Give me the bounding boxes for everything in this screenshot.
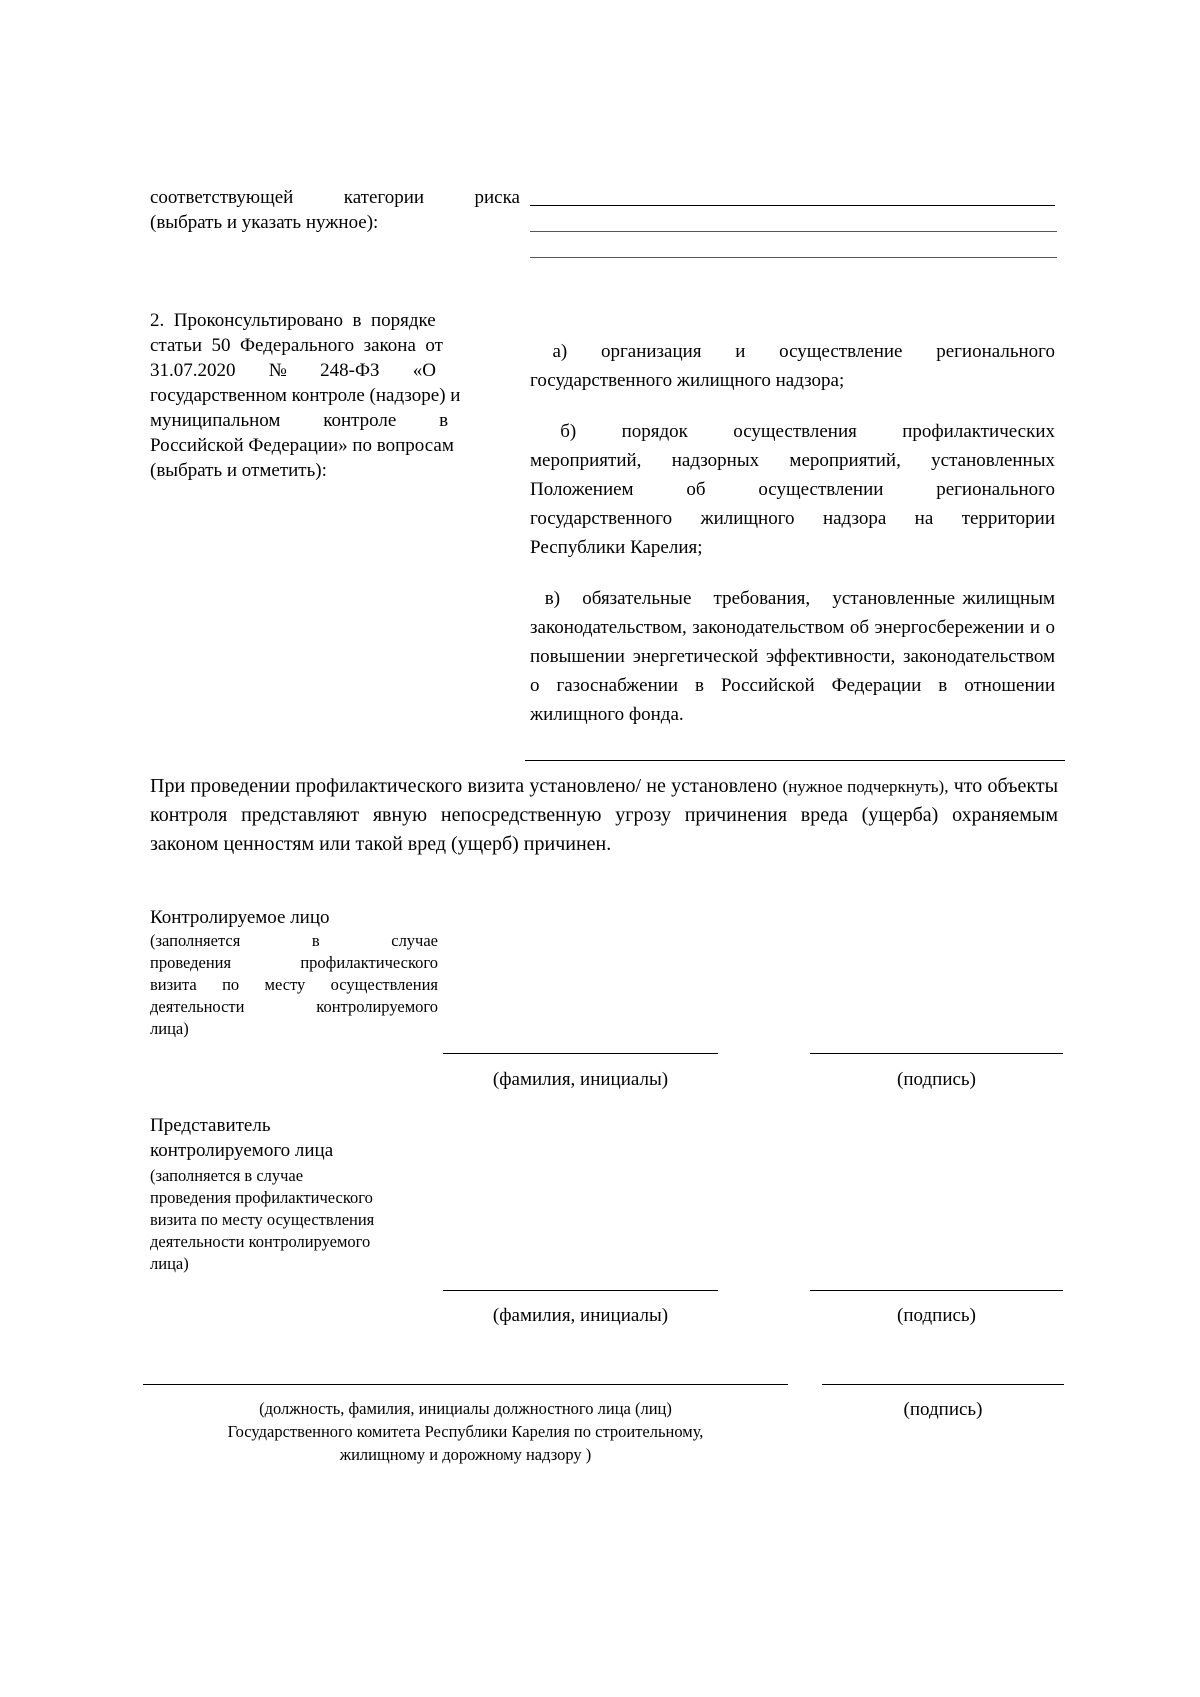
official-caption-line: жилищному и дорожному надзору ) [339,1445,592,1464]
controlled-note-line: проведения профилактического [150,953,438,972]
official-signature-line[interactable] [822,1384,1064,1385]
underline-note: (нужное подчеркнуть), [782,777,949,796]
controlled-note-line: деятельности контролируемого [150,997,438,1016]
consultation-label-line: государственном контроле (надзоре) и [150,385,461,406]
representative-title [150,1113,333,1163]
visit-statement [150,772,1058,859]
official-caption-line: Государственного комитета Республики Карелия по строительному, [227,1422,704,1441]
controlled-note-line: визита по месту осуществления [150,975,438,994]
representative-signature-caption: (подпись) [897,1305,976,1326]
risk-category-line: соответствующей категории риска [150,187,520,208]
representative-signature-line[interactable] [810,1290,1063,1291]
official-signature-caption: (подпись) [903,1399,983,1420]
option-b-text: б) порядок осуществления профилактических мероприятий, надзорных мероприятий, установленных Положением об осуществлении регионального государственного жилищного надзора на территории Республики Карелия; [530,421,1060,558]
controlled-signature-caption: (подпись) [897,1069,976,1090]
consultation-label-line: (выбрать и отметить): [150,460,327,481]
consultation-label-line: 2. Проконсультировано в порядке [150,310,436,331]
official-position-line[interactable] [143,1384,788,1385]
controlled-note-line: лица) [150,1019,189,1038]
option-a-text: а) организация и осуществление регионального государственного жилищного надзора; [530,341,1060,391]
risk-category-line-2[interactable] [530,231,1057,232]
representative-note-line: (заполняется в случае [150,1166,304,1185]
official-caption [143,1397,788,1466]
consultation-label [150,308,520,483]
consultation-label-line: статьи 50 Федерального закона от [150,335,443,356]
controlled-person-title: Контролируемое лицо [150,907,330,928]
consultation-separator-line [525,760,1065,761]
representative-title-line: Представитель [150,1115,271,1136]
risk-category-instruction: (выбрать и указать нужное): [150,212,379,233]
controlled-note-line: (заполняется в случае [150,931,438,950]
consultation-option-a[interactable] [530,308,1060,395]
consultation-label-line: муниципальном контроле в [150,410,449,431]
consultation-label-line: 31.07.2020 № 248-ФЗ «О [150,360,436,381]
risk-category-line-1[interactable] [530,205,1055,206]
representative-note-line: визита по месту осуществления [150,1210,375,1229]
risk-category-line-3[interactable] [530,257,1057,258]
representative-title-line: контролируемого лица [150,1140,334,1161]
visit-statement-start: При проведении профилактического визита установлено/ не установлено [150,775,778,797]
controlled-name-caption: (фамилия, инициалы) [492,1069,669,1090]
risk-category-label [150,185,520,235]
representative-name-caption: (фамилия, инициалы) [492,1305,669,1326]
official-caption-line: (должность, фамилия, инициалы должностного лица (лиц) [259,1399,672,1418]
consultation-option-v[interactable] [530,555,1060,729]
controlled-signature-line[interactable] [810,1053,1063,1054]
consultation-option-b[interactable] [530,388,1060,562]
representative-note [150,1165,450,1275]
controlled-name-line[interactable] [443,1053,718,1054]
representative-note-line: проведения профилактического [150,1188,373,1207]
consultation-label-line: Российской Федерации» по вопросам [150,435,454,456]
option-v-text: в) обязательные требования, установленные жилищным законодательством, законодательством об энергосбережении и о повышении энергетической эффективности, законодательством о газоснабжении в Российской Федерации в отношении жилищного фонда. [530,588,1060,725]
visit-statement-rest: что объекты контроля представляют явную непосредственную угрозу причинения вреда (ущерба) охраняемым законом ценностям или такой вред (ущерб) причинен. [150,775,1058,855]
representative-note-line: лица) [150,1254,189,1273]
representative-note-line: деятельности контролируемого [150,1232,371,1251]
controlled-person-note [150,930,438,1040]
representative-name-line[interactable] [443,1290,718,1291]
